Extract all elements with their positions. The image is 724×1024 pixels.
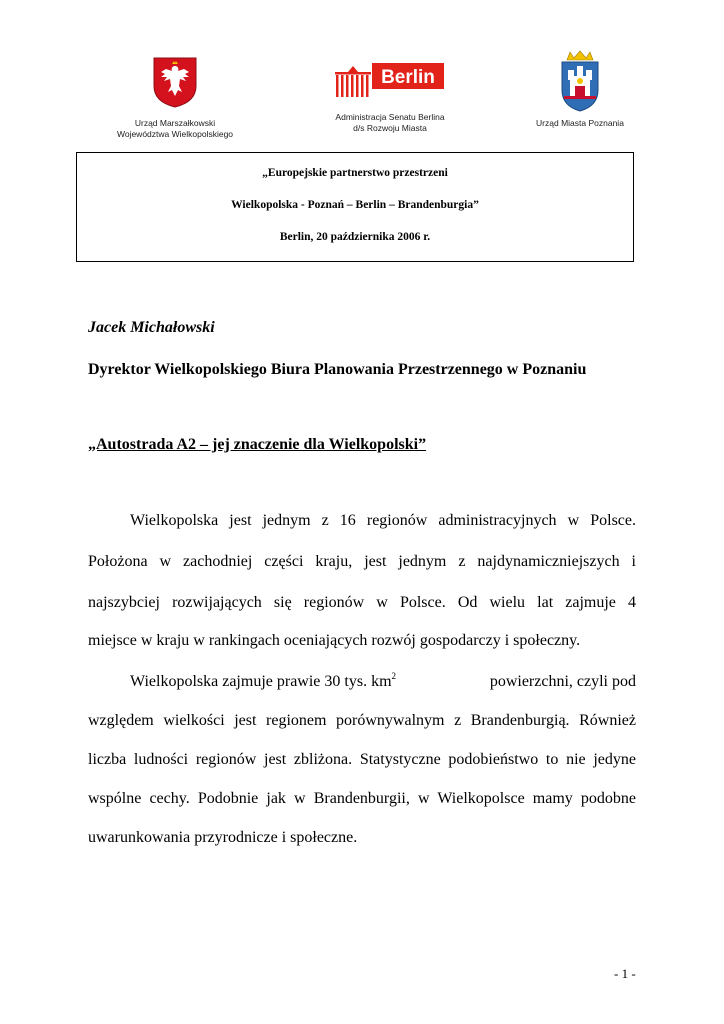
berlin-logo-text: Berlin (381, 67, 435, 88)
text-fragment: Wielkopolska zajmuje prawie 30 tys. $km^2$ (130, 671, 397, 690)
paragraph-line (130, 673, 636, 691)
logo-caption-line1: Urząd Miasta Poznania (536, 118, 624, 128)
logo-caption-line1: Urząd Marszałkowski (134, 118, 216, 128)
poznan-coat-of-arms-icon (559, 50, 601, 112)
conference-info-box (76, 152, 634, 262)
conference-subtitle: Wielkopolska - Poznań – Berlin – Brandenburgia” (231, 199, 479, 211)
superscript: 2 (391, 671, 397, 681)
logo-urzad-miasta-poznania (520, 50, 640, 129)
paragraph-line: względem wielkości jest regionem porównywalnym z Brandenburgią. Również (88, 712, 636, 729)
logo-caption-line2: Województwa Wielkopolskiego (116, 129, 234, 139)
paragraph-line: wspólne cechy. Podobnie jak w Brandenburgii, w Wielkopolsce mamy podobne (88, 790, 636, 807)
paragraph-line: Położona w zachodniej części kraju, jest jednym z najdynamiczniejszych i (88, 553, 636, 570)
conference-title: „Europejskie partnerstwo przestrzeni (262, 167, 448, 179)
speaker-role: Dyrektor Wielkopolskiego Biura Planowania Przestrzennego w Poznaniu (88, 361, 587, 378)
speaker-name: Jacek Michałowski (88, 319, 215, 336)
talk-title: „Autostrada A2 – jej znaczenie dla Wielkopolski” (88, 436, 427, 453)
berlin-logo (334, 61, 446, 99)
wielkopolska-coat-of-arms-icon (152, 56, 198, 108)
paragraph-line: uwarunkowania przyrodnicze i społeczne. (88, 829, 358, 846)
conference-date: Berlin, 20 października 2006 r. (279, 231, 431, 243)
logo-senat-berlin (320, 56, 460, 134)
logo-urzad-marszalkowski (105, 56, 245, 140)
paragraph-line: miejsce w kraju w rankingach oceniających rozwój gospodarczy i społeczny. (88, 632, 581, 649)
paragraph-line: liczba ludności regionów jest zbliżona. Statystyczne podobieństwo to nie jedyne (88, 751, 636, 768)
logo-caption-line1: Administracja Senatu Berlina (335, 112, 445, 122)
logo-caption-line2: d/s Rozwoju Miasta (353, 123, 427, 133)
paragraph-line: Wielkopolska jest jednym z 16 regionów administracyjnych w Polsce. (130, 512, 636, 529)
paragraph-line: najszybciej rozwijających się regionów w Polsce. Od wielu lat zajmuje 4 (88, 594, 636, 611)
page-number: - 1 - (614, 966, 636, 981)
text-fragment: powierzchni, czyli pod (489, 673, 636, 690)
